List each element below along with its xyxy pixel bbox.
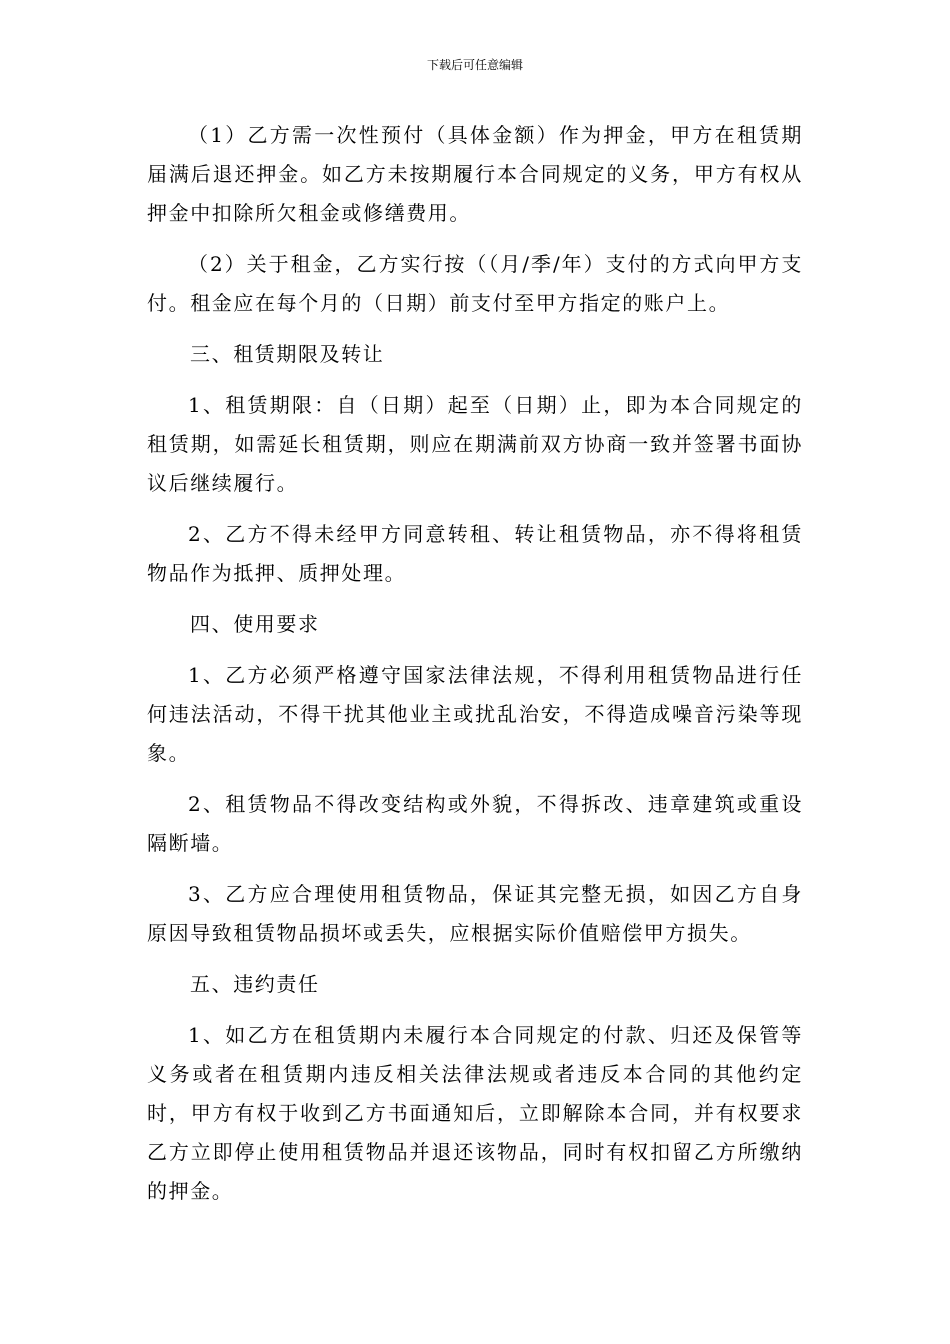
section-heading-usage-requirements: 四、使用要求 [190,612,320,636]
paragraph-no-structural-changes: 2、租赁物品不得改变结构或外貌，不得拆改、违章建筑或重设隔断墙。 [147,792,803,855]
paragraph-legal-compliance: 1、乙方必须严格遵守国家法律法规，不得利用租赁物品进行任何违法活动，不得干扰其他业主或扰乱治安，不得造成噪音污染等现象。 [147,663,803,765]
paragraph-deposit: （1）乙方需一次性预付（具体金额）作为押金，甲方在租赁期届满后退还押金。如乙方未按期履行本合同规定的义务，甲方有权从押金中扣除所欠租金或修缮费用。 [147,123,803,225]
document-body [147,116,803,1211]
paragraph-rent-payment: （2）关于租金，乙方实行按（（月/季/年）支付的方式向甲方支付。租金应在每个月的（日期）前支付至甲方指定的账户上。 [147,252,803,315]
paragraph-breach-termination: 1、如乙方在租赁期内未履行本合同规定的付款、归还及保管等义务或者在租赁期内违反相关法律法规或者违反本合同的其他约定时，甲方有权于收到乙方书面通知后，立即解除本合同，并有权要求乙方立即停止使用租赁物品并退还该物品，同时有权扣留乙方所缴纳的押金。 [147,1023,803,1203]
page-header-note: 下载后可任意编辑 [426,58,523,72]
paragraph-reasonable-use: 3、乙方应合理使用租赁物品，保证其完整无损，如因乙方自身原因导致租赁物品损坏或丢失，应根据实际价值赔偿甲方损失。 [147,882,803,945]
paragraph-lease-term: 1、租赁期限：自（日期）起至（日期）止，即为本合同规定的租赁期，如需延长租赁期，则应在期满前双方协商一致并签署书面协议后继续履行。 [147,393,803,495]
section-heading-lease-term: 三、租赁期限及转让 [190,342,385,366]
section-heading-breach-liability: 五、违约责任 [190,972,320,996]
paragraph-no-sublease: 2、乙方不得未经甲方同意转租、转让租赁物品，亦不得将租赁物品作为抵押、质押处理。 [147,522,803,585]
